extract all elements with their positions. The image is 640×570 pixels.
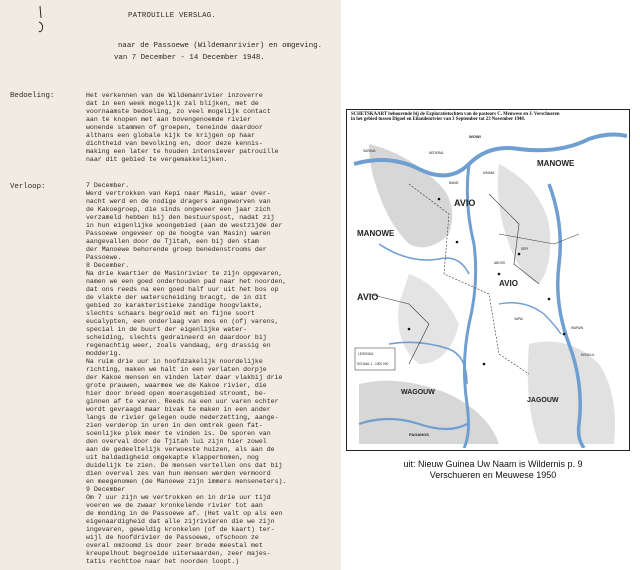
map-drawing — [349, 124, 627, 448]
map-region-label: PAGANOS — [409, 432, 429, 437]
text-line: wonende stammen of groepen, teneinde daardoor — [86, 124, 263, 131]
text-line: Werd vertrokken van Kepi naar Masin, waar over- — [86, 190, 271, 197]
text-line: dien overval zes van hun mensen werden vermoord — [86, 470, 271, 477]
map-settlement — [563, 333, 566, 336]
verloop-paragraph — [86, 182, 338, 566]
text-line: dat ons reeds na een goed half uur uit het bos op — [86, 286, 279, 293]
text-line: ginnen af te varen. Reeds na een uur varen echter — [86, 398, 279, 405]
text-line: soenlijke plek meer te vinden is. De sporen van — [86, 430, 271, 437]
map-place-label: MITAKUL — [581, 353, 595, 357]
caption-line-1: uit: Nieuw Guinea Uw Naam is Wildernis p. 9 — [403, 459, 583, 469]
text-line: SCHETSKAART behoorende bij de Exploratietochten van de pastoors C. Meuwese en J. Verschueren — [351, 112, 560, 117]
map-settlement — [456, 241, 459, 244]
map-river — [499, 303, 561, 334]
map-region-label: AVIO — [454, 198, 476, 208]
map-place-label: SARAVA — [363, 149, 376, 153]
text-line: kreupelhout begroeide uiterwaarden, zeer majes- — [86, 550, 271, 557]
text-line: den overval door de Tjitah lui zijn hier zowel — [86, 438, 267, 445]
map-place-label: SEPI — [521, 247, 529, 251]
text-line: scheiding, slechts gedraineerd en daardoor bij — [86, 334, 267, 341]
text-line: 8 December. — [86, 262, 130, 269]
map-hatched-area — [528, 342, 615, 445]
text-line: voornaamste bedoeling, zo veel mogelijk contact — [86, 108, 271, 115]
map-region-label: WOWI — [469, 134, 481, 139]
map-scale-label: SCHAAL 1 : 1000 000 — [357, 362, 389, 366]
text-line: uit baldadigheid omgekapte klapperbomen, nog — [86, 454, 259, 461]
map-settlement — [548, 298, 551, 301]
text-line: tatis rechttoe naar het noorden loopt.) — [86, 558, 240, 565]
text-line: dichtheid van bevolking en, door deze kennis- — [86, 140, 263, 147]
text-line: wordt gevraagd maar bivak te maken in een ander — [86, 406, 271, 413]
text-line: der Kakoe mensen en vinden later daar vlakbij drie — [86, 374, 283, 381]
text-line: Na ruim drie uur in hoofdzakelijk noordelijke — [86, 358, 263, 365]
text-line: Passoewe ongeveer op de hoogte van Masin) waren — [86, 230, 271, 237]
report-title: PATROUILLE VERSLAG. — [128, 12, 217, 20]
map-settlement — [518, 253, 521, 256]
map-region-label: AVIO — [357, 292, 379, 302]
text-line: regenachtig weer, zoals vandaag, erg drassig en — [86, 342, 271, 349]
map-title — [351, 112, 625, 123]
map-settlement — [438, 198, 441, 201]
text-line: making een later te houden intensiever patrouille — [86, 148, 279, 155]
map-region-label: WAGOUW — [401, 389, 435, 396]
text-line: voeren we de zwaar kronkelende rivier tot aan — [86, 502, 263, 509]
text-line: grote prauwen, waarmee we de Kakoe rivier, die — [86, 382, 267, 389]
text-line: in hun eigenlijke woongebied (aan de westzijde der — [86, 222, 283, 229]
text-line: aan te knopen met aan bovengenoemde rivier — [86, 116, 252, 123]
text-line: naar dit gebied te vergemakkelijken. — [86, 156, 228, 163]
text-line: eucalypten, een onderlaag van mos en (of) varens, — [86, 318, 279, 325]
text-line: overal omzoomd is door zeer brede meestal met — [86, 542, 263, 549]
text-line: althans een globale kijk te krijgen op haar — [86, 132, 255, 139]
verloop-label: Verloop: — [10, 183, 46, 191]
text-line: special in de buurt der eigenlijke water- — [86, 326, 248, 333]
text-line: in het gebied tussen Digoel en Eilandenrivier van 3 September tot 23 November 1948. — [351, 117, 526, 123]
report-dates: van 7 December - 14 December 1948. — [114, 54, 265, 62]
map-hatched-area — [398, 274, 459, 364]
text-line: en meegenomen (de Manoewe zijn immers menseneters). — [86, 478, 287, 485]
text-line: Om 7 uur zijn we vertrokken en in drie uur tijd — [86, 494, 271, 501]
map-region-label: MANOWE — [357, 229, 395, 238]
map-place-label: KIMAMI — [483, 171, 495, 175]
text-line: zien verderop in uren in den omtrek geen fat- — [86, 422, 263, 429]
map-legend-label: LEGENDA — [358, 352, 374, 356]
sketch-map — [346, 109, 630, 451]
text-line: de vlakte der waterscheiding bracgt, de in dit — [86, 294, 267, 301]
text-line: duidelijk te zien. De mensen vertellen ons dat bij — [86, 462, 283, 469]
map-hatched-area — [498, 164, 551, 284]
text-line: gebied zo karakteristieke zandige hoogvlakte, — [86, 302, 263, 309]
text-line: langs de rivier gelegen oude nederzetting, aange- — [86, 414, 279, 421]
text-line: ingevaren, geweldig kronkelen (of de kaart) ter- — [86, 526, 275, 533]
map-settlement — [498, 273, 501, 276]
map-place-label: WAPAIN — [571, 326, 584, 330]
text-line: nacht werd en de nodige dragers aangeworven van — [86, 198, 271, 205]
report-subtitle: naar de Passoewe (Wildemanrivier) en omgeving. — [118, 42, 323, 50]
text-line: Passoewe. — [86, 254, 122, 261]
text-line: de monding in de Passoewe af. (Het valt op als een — [86, 510, 283, 517]
text-line: aangevallen door de Tjitah, een bij den stam — [86, 238, 259, 245]
map-settlement — [483, 363, 486, 366]
text-line: richting, maken we halt in een verlaten dorpje — [86, 366, 267, 373]
map-place-label: VAPAI — [514, 317, 523, 321]
text-line: verzameld hebben bij den bestuurspost, nadat zij — [86, 214, 275, 221]
caption-line-2: Verschueren en Meuwese 1950 — [429, 470, 557, 480]
map-place-label: ABOSS — [494, 261, 505, 265]
text-line: der Manoewe behorende groep benedenstrooms der — [86, 246, 267, 253]
map-region-label: AVIO — [499, 279, 518, 288]
text-line: wijl de hoofdrivier de Passoewe, ofschoon ze — [86, 534, 259, 541]
text-line: Het verkennen van de Wildemanrivier inzoverre — [86, 92, 263, 99]
text-line: dat in een week mogelijk zal blijken, met de — [86, 100, 259, 107]
map-place-label: NEDERAL — [429, 151, 445, 155]
map-region-label: MANOWE — [537, 159, 575, 168]
corner-pen-mark — [38, 4, 48, 34]
text-line: eigenaardigheid dat alle zijrivieren die we zijn — [86, 518, 275, 525]
bedoeling-paragraph — [86, 92, 338, 164]
text-line: aan de gedeeltelijk verwoeste huizen, als aan de — [86, 446, 275, 453]
text-line: namen we een goed onderhouden pad naar het noorden, — [86, 278, 287, 285]
text-line: hier door breed open moerasgebied stroomt, be- — [86, 390, 267, 397]
text-line: Na drie kwartier de Masinrivier te zijn opgevaren, — [86, 270, 283, 277]
image-caption — [378, 459, 608, 481]
map-settlement — [408, 328, 411, 331]
text-line: slechts schaars begroeid met en fijne soort — [86, 310, 255, 317]
bedoeling-label: Bedoeling: — [10, 92, 55, 100]
text-line: 7 December. — [86, 182, 130, 189]
map-river — [379, 244, 469, 274]
map-region-label: JAGOUW — [527, 397, 559, 404]
text-line: 9 December — [86, 486, 126, 493]
text-line: de Kakoegroep, die sinds ongeveer een jaar zich — [86, 206, 271, 213]
text-line: modderig. — [86, 350, 122, 357]
map-place-label: BIANE — [449, 181, 459, 185]
